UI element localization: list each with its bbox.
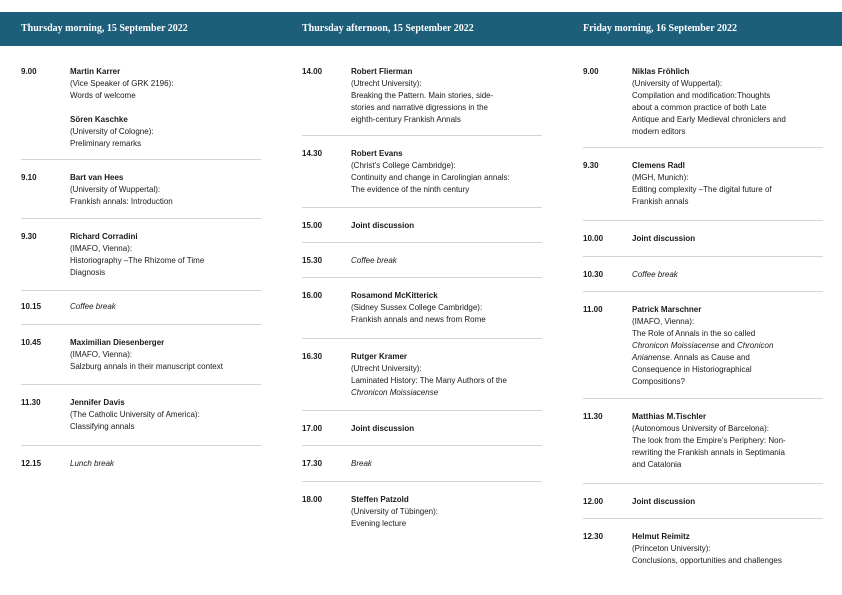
talk-title-cont: modern editors [632,127,686,136]
program-entry [583,399,823,484]
speaker-affiliation: (Vice Speaker of GRK 2196): [70,79,174,88]
entry-time: 16.00 [302,291,323,300]
speaker-affiliation: (IMAFO, Vienna): [632,317,695,326]
program-entry [583,60,823,148]
entry-time: 9.30 [21,232,37,241]
talk-title: Frankish annals and news from Rome [351,315,486,324]
entry-time: 16.30 [302,352,323,361]
day-header-bar [0,12,842,46]
speaker-affiliation: (University of Tübingen): [351,507,438,516]
speaker-affiliation: (Sidney Sussex College Cambridge): [351,303,483,312]
program-entry [21,160,261,219]
title-connector: and [719,341,737,350]
program-entry [583,519,823,579]
entry-time: 10.45 [21,338,42,347]
session-label: Joint discussion [351,424,415,433]
speaker-affiliation: (Christ’s College Cambridge): [351,161,456,170]
speaker-name: Maximilian Diesenberger [70,338,165,347]
program-entry [302,482,542,542]
speaker-name: Robert Evans [351,149,403,158]
speaker-name: Helmut Reimitz [632,532,690,541]
speaker-affiliation: (Princeton University): [632,544,711,553]
speaker-affiliation: (University of Wuppertal): [632,79,723,88]
speaker-name: Richard Corradini [70,232,138,241]
entry-time: 9.10 [21,173,37,182]
program-entry [583,148,823,221]
entry-time: 15.30 [302,256,323,265]
session-label: Joint discussion [632,234,696,243]
program-entry [302,278,542,339]
session-label: Coffee break [70,302,116,311]
talk-title: Classifying annals [70,422,135,431]
program-entry [302,208,542,243]
speaker-name: Matthias M.Tischler [632,412,707,421]
entry-time: 17.30 [302,459,323,468]
entry-time: 12.30 [583,532,604,541]
program-entry [21,219,261,291]
talk-title-cont [632,352,823,364]
header-thursday-afternoon: Thursday afternoon, 15 September 2022 [302,23,474,34]
talk-title-cont: Chronicon Moissiacense [351,388,439,397]
session-label: Joint discussion [632,497,696,506]
entry-time: 11.30 [583,412,603,421]
speaker-affiliation: (Utrecht University): [351,79,422,88]
speaker-affiliation: (University of Wuppertal): [70,185,161,194]
program-entry [302,243,542,278]
column-thursday-morning [21,60,261,480]
title-rest: . Annals as Cause and [669,353,750,362]
speaker-name: Bart van Hees [70,173,124,182]
entry-time: 14.00 [302,67,323,76]
program-entry [21,291,261,325]
entry-time: 11.00 [583,305,603,314]
speaker-name: Martin Karrer [70,67,121,76]
header-thursday-morning: Thursday morning, 15 September 2022 [21,23,188,34]
entry-time: 10.00 [583,234,604,243]
speaker-affiliation: (University of Cologne): [70,127,154,136]
talk-title-cont: Diagnosis [70,268,106,277]
talk-title-cont: Frankish annals [632,197,689,206]
talk-title: Salzburg annals in their manuscript context [70,362,223,371]
speaker-name: Rutger Kramer [351,352,408,361]
speaker-name: Jennifer Davis [70,398,125,407]
session-label: Lunch break [70,459,115,468]
italic-title-part: Anianense [632,353,670,362]
talk-title-cont: The evidence of the ninth century [351,185,470,194]
entry-time: 9.30 [583,161,599,170]
talk-title: The look from the Empire’s Periphery: Non- [632,436,786,445]
entry-time: 9.00 [583,67,599,76]
speaker-affiliation: (The Catholic University of America): [70,410,200,419]
entry-time: 14.30 [302,149,323,158]
speaker-affiliation: (IMAFO, Vienna): [70,244,133,253]
entry-time: 15.00 [302,221,323,230]
entry-time: 11.30 [21,398,41,407]
speaker-name: Rosamond McKitterick [351,291,438,300]
talk-title-cont: Antique and Early Medieval chroniclers and [632,115,786,124]
talk-title-cont: about a common practice of both Late [632,103,767,112]
program-entry [21,325,261,385]
talk-title-cont [632,340,823,352]
program-entry [583,257,823,292]
talk-title: Evening lecture [351,519,407,528]
entry-time: 17.00 [302,424,323,433]
speaker-name: Niklas Fröhlich [632,67,690,76]
talk-title: Words of welcome [70,91,136,100]
talk-title: Editing complexity –The digital future of [632,185,772,194]
talk-title-cont: rewriting the Frankish annals in Septimania [632,448,785,457]
talk-title: Laminated History: The Many Authors of the [351,376,507,385]
entry-time: 10.15 [21,302,42,311]
header-friday-morning: Friday morning, 16 September 2022 [583,23,737,34]
program-entry [302,411,542,446]
talk-title-cont: and Catalonia [632,460,682,469]
entry-time: 9.00 [21,67,37,76]
speaker-name: Robert Flierman [351,67,413,76]
program-entry [302,136,542,208]
program-entry [302,446,542,482]
talk-title: Frankish annals: Introduction [70,197,173,206]
italic-title-part: Chronicon Moissiacense [632,341,720,350]
column-thursday-afternoon [302,60,542,542]
talk-title-cont: eighth-century Frankish Annals [351,115,461,124]
talk-title: Breaking the Pattern. Main stories, side- [351,91,494,100]
entry-time: 10.30 [583,270,604,279]
speaker-affiliation: (Utrecht University): [351,364,422,373]
program-entry [21,446,261,480]
talk-title: The Role of Annals in the so called [632,329,756,338]
speaker-affiliation: (MGH, Munich): [632,173,689,182]
entry-time: 12.15 [21,459,42,468]
talk-title: Continuity and change in Carolingian annals: [351,173,510,182]
program-entry [302,60,542,136]
entry-time: 12.00 [583,497,604,506]
talk-title: Historiography –The Rhizome of Time [70,256,205,265]
program-entry [21,385,261,446]
speaker-name: Patrick Marschner [632,305,702,314]
program-entry [583,221,823,257]
speaker-affiliation: (Autonomous University of Barcelona): [632,424,769,433]
talk-title-cont: stories and narrative digressions in the [351,103,488,112]
italic-title-part: Chronicon [736,341,774,350]
session-label: Coffee break [351,256,397,265]
program-entry [583,292,823,399]
speaker-name: Steffen Patzold [351,495,409,504]
entry-time: 18.00 [302,495,323,504]
talk-title-cont: Consequence in Historiographical [632,365,752,374]
talk-title: Compilation and modification:Thoughts [632,91,771,100]
talk-title: Conclusions, opportunities and challenges [632,556,782,565]
session-label: Coffee break [632,270,678,279]
speaker-name: Sören Kaschke [70,115,128,124]
program-entry [302,339,542,411]
talk-title: Preliminary remarks [70,139,142,148]
program-entry [21,60,261,160]
session-label: Joint discussion [351,221,415,230]
speaker-name: Clemens Radl [632,161,685,170]
talk-title-cont: Compositions? [632,377,685,386]
speaker-affiliation: (IMAFO, Vienna): [70,350,133,359]
session-label: Break [351,459,372,468]
column-friday-morning [583,60,823,579]
program-entry [583,484,823,519]
